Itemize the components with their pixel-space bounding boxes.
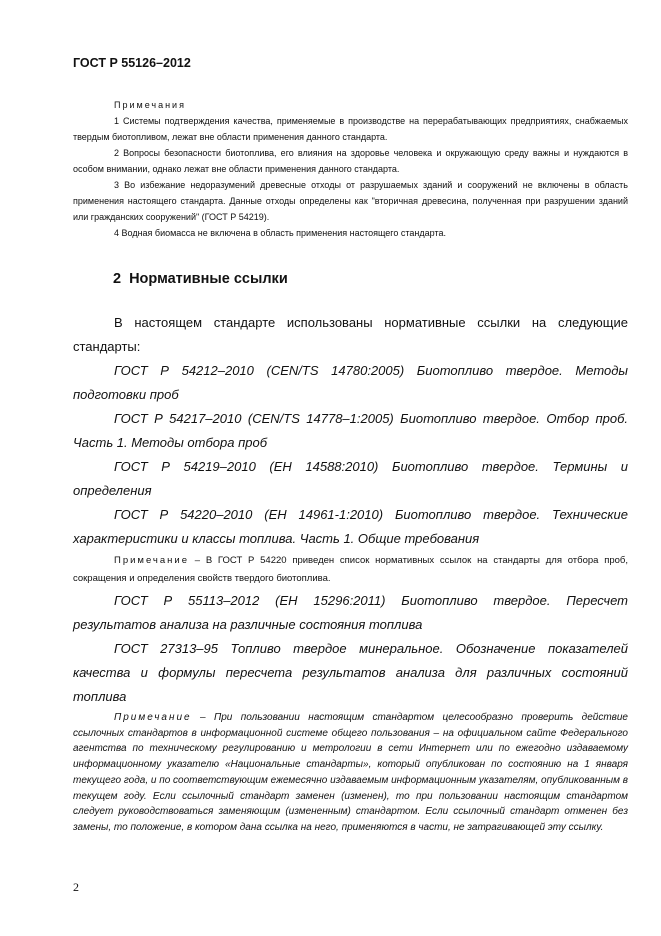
section-number: 2 bbox=[113, 271, 122, 287]
intro-paragraph: В настоящем стандарте использованы нормативные ссылки на следующие стандарты: bbox=[73, 315, 628, 354]
reference-item: ГОСТ Р 54220–2010 (ЕН 14961-1:2010) Биотопливо твердое. Технические характеристики и классы топлива. Часть 1. Общие требования bbox=[73, 507, 628, 546]
final-note-label: Примечание bbox=[114, 712, 192, 723]
note-item: 3 Во избежание недоразумений древесные отходы от разрушаемых зданий и сооружений не включены в область применения настоящего стандарта. Данные отходы определены как "вторичная древесина, полученная при разрушении зданий или гражданских сооружений" (ГОСТ Р 54219). bbox=[73, 180, 628, 222]
reference-item: ГОСТ Р 54217–2010 (CEN/TS 14778–1:2005) Биотопливо твердое. Отбор проб. Часть 1. Методы отбора проб bbox=[73, 411, 628, 450]
note-item: 1 Системы подтверждения качества, применяемые в производстве на перерабатывающих предприятиях, снабжаемых твердым биотопливом, лежат вне области применения данного стандарта. bbox=[73, 116, 628, 142]
final-note-paragraph bbox=[73, 710, 628, 836]
section-title: Нормативные ссылки bbox=[129, 271, 288, 287]
final-note bbox=[73, 710, 628, 836]
inline-note-text: – В ГОСТ Р 54220 приведен список нормативных ссылок на стандарты для отбора проб, сокращения и определения свойств твердого биотоплива. bbox=[73, 555, 628, 584]
reference-item: ГОСТ Р 54219–2010 (ЕН 14588:2010) Биотопливо твердое. Термины и определения bbox=[73, 459, 628, 498]
section-heading bbox=[113, 271, 288, 287]
notes-title: Примечания bbox=[114, 100, 186, 110]
inline-note-label: Примечание bbox=[114, 555, 189, 566]
reference-item: ГОСТ 27313–95 Топливо твердое минеральное. Обозначение показателей качества и формулы пересчета результатов анализа для различных состояний топлива bbox=[73, 641, 628, 704]
note-item: 2 Вопросы безопасности биотоплива, его влияния на здоровье человека и окружающую среду важны и нуждаются в особом внимании, однако лежат вне области применения данного стандарта. bbox=[73, 148, 628, 174]
reference-item: ГОСТ Р 54212–2010 (CEN/TS 14780:2005) Биотопливо твердое. Методы подготовки проб bbox=[73, 363, 628, 402]
reference-item: ГОСТ Р 55113–2012 (ЕН 15296:2011) Биотопливо твердое. Пересчет результатов анализа на различные состояния топлива bbox=[73, 593, 628, 632]
document-header: ГОСТ Р 55126–2012 bbox=[73, 56, 191, 70]
note-item: 4 Водная биомасса не включена в область применения настоящего стандарта. bbox=[114, 228, 446, 238]
references-body bbox=[73, 311, 628, 709]
notes-block bbox=[73, 97, 628, 241]
page-number: 2 bbox=[73, 880, 79, 894]
final-note-text: – При пользовании настоящим стандартом целесообразно проверить действие ссылочных стандартов в информационной системе общего пользования – на официальном сайте Федерального агентства по техническому регулированию и метрологии в сети Интернет или по ежегодно издаваемому информационному указателю «Национальные стандарты», который опубликован по состоянию на 1 января текущего года, и по соответствующим ежемесячно издаваемым информационным указателям, опубликованным в текущем году. Если ссылочный стандарт заменен (изменен), то при пользовании настоящим стандартом следует руководствоваться заменяющим (измененным) стандартом. Если ссылочный стандарт отменен без замены, то положение, в котором дана ссылка на него, применяются в части, не затрагивающей эту ссылку. bbox=[73, 712, 628, 833]
inline-note bbox=[73, 552, 628, 588]
